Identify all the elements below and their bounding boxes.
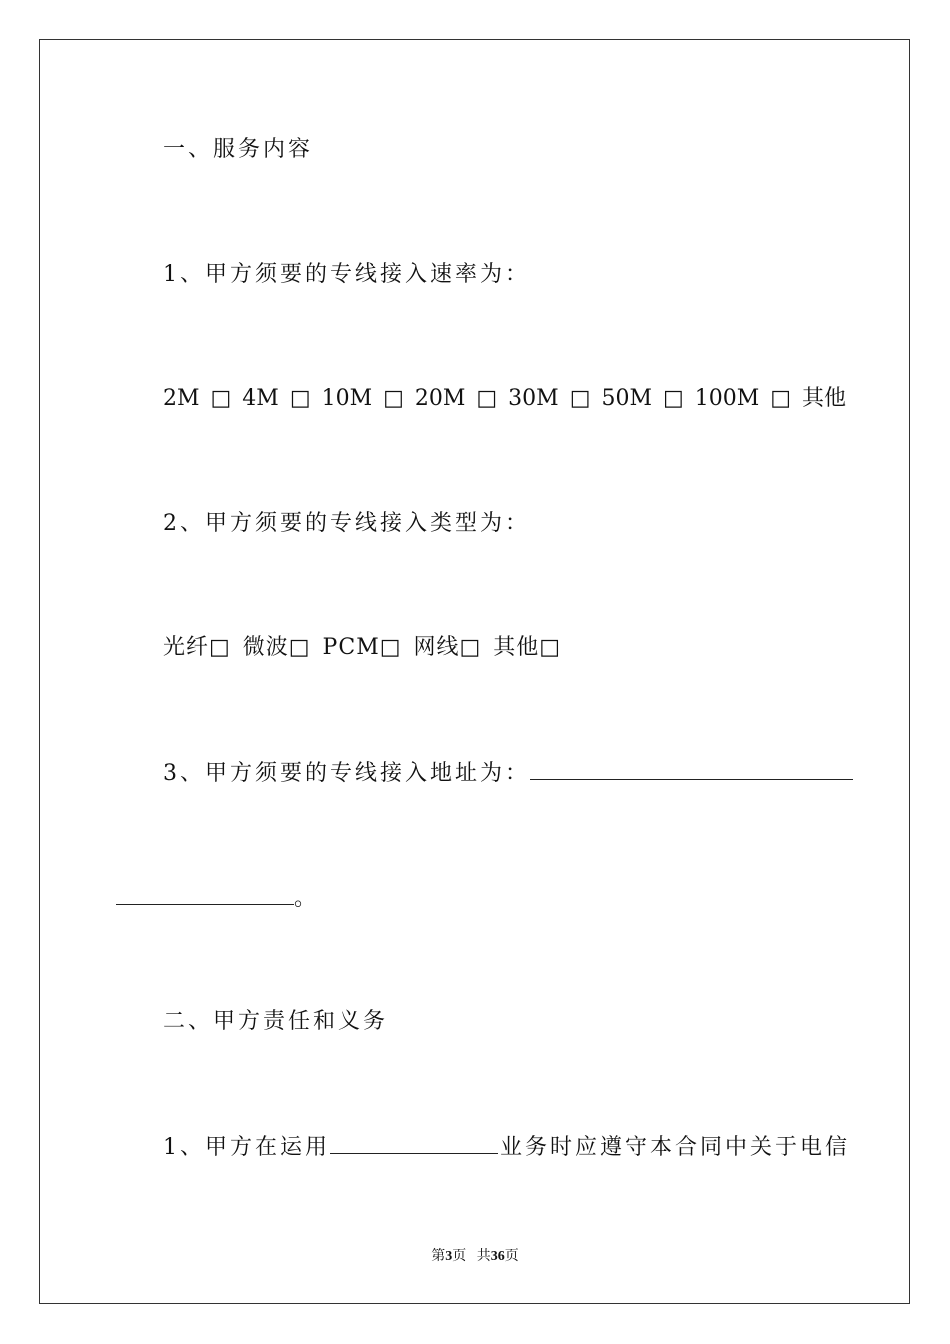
footer-page-prefix: 第 bbox=[431, 1249, 446, 1264]
section-heading-party-a-duties: 二、甲方责任和义务 bbox=[163, 1009, 389, 1034]
item-access-address bbox=[163, 759, 853, 788]
footer-total-pages: 36 bbox=[490, 1249, 505, 1264]
address-continuation-blank bbox=[116, 884, 294, 905]
address-continuation bbox=[116, 884, 319, 913]
footer-total-suffix: 页 bbox=[504, 1249, 519, 1264]
service-name-blank bbox=[330, 1133, 498, 1154]
footer-page-number: 3 bbox=[445, 1249, 453, 1264]
access-address-label: 3、甲方须要的专线接入地址为： bbox=[163, 761, 530, 786]
address-end-mark: 。 bbox=[294, 886, 320, 911]
duty-item-1 bbox=[163, 1133, 850, 1162]
footer-total-prefix: 共 bbox=[476, 1249, 491, 1264]
item-access-type: 2、甲方须要的专线接入类型为： bbox=[163, 511, 530, 536]
access-type-options: 光纤□ 微波□ PCM□ 网线□ 其他□ bbox=[163, 635, 562, 660]
page-border bbox=[39, 39, 910, 1304]
access-rate-options: 2M □ 4M □ 10M □ 20M □ 30M □ 50M □ 100M □ 其他 bbox=[163, 386, 847, 411]
duty-item-1-end: 业务时应遵守本合同中关于电信 bbox=[500, 1135, 851, 1160]
section-heading-service-content: 一、服务内容 bbox=[163, 137, 314, 162]
footer-page-suffix: 页 bbox=[452, 1249, 467, 1264]
duty-item-1-start: 1、甲方在运用 bbox=[163, 1135, 330, 1160]
item-access-rate: 1、甲方须要的专线接入速率为： bbox=[163, 262, 530, 287]
page-footer bbox=[0, 1248, 950, 1266]
access-address-blank bbox=[530, 759, 853, 780]
